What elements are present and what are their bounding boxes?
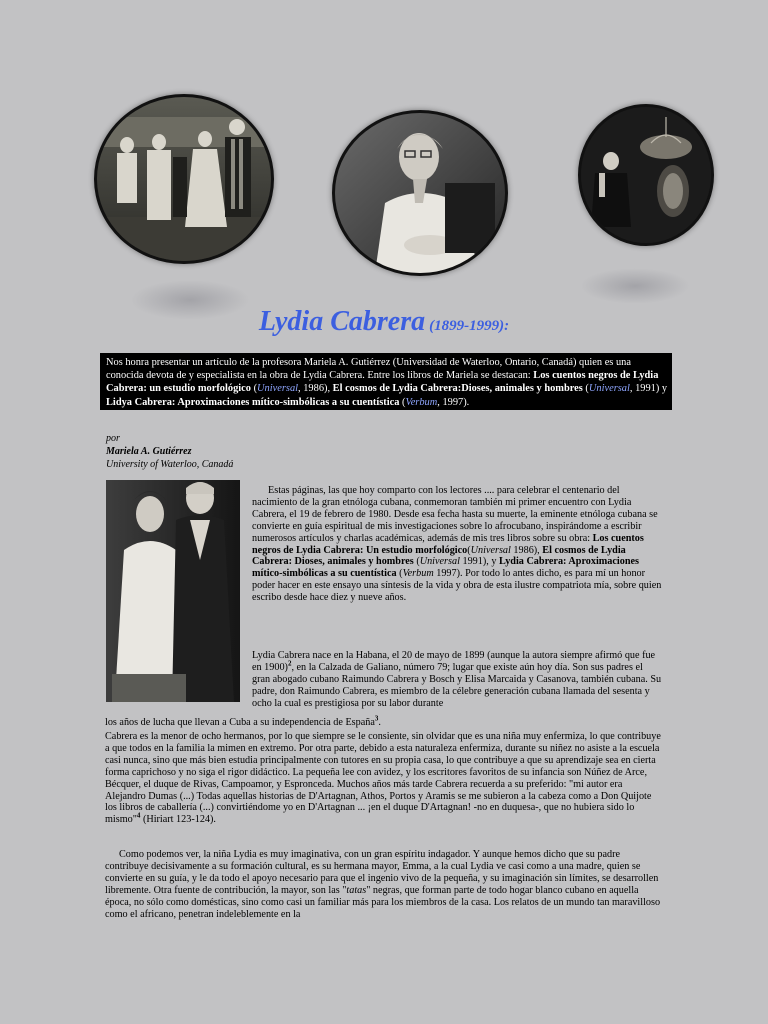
book-title: Los cuentos negros de Lydia Cabrera: Un estudio morfológico	[252, 532, 644, 556]
photo-shadow	[580, 268, 690, 304]
paragraph-4	[105, 849, 665, 920]
text-run: .	[378, 717, 381, 728]
couple-photo	[106, 480, 240, 702]
title-name: Lydia Cabrera	[258, 306, 426, 337]
footnote-ref[interactable]: 3	[374, 714, 379, 723]
text-run: (	[413, 556, 420, 568]
book-title: Lydia Cabrera: Aproximaciones mítico-simbólicas a su cuentística	[252, 556, 639, 580]
intro-text: (	[250, 383, 258, 395]
text-run: los años de lucha que llevan a Cuba a su independencia de España	[105, 717, 375, 728]
text-run: 1986),	[510, 544, 543, 556]
intro-book-title: Los cuentos negros de Lydia Cabrera: un estudio morfológico	[106, 370, 659, 395]
portrait-lydia-cabrera-photo	[332, 110, 508, 276]
page-title	[0, 306, 768, 338]
intro-text: , 1986),	[298, 383, 333, 395]
byline-affiliation: University of Waterloo, Canadá	[106, 459, 234, 470]
byline-por: por	[106, 433, 120, 444]
intro-book-title: Lidya Cabrera: Aproximaciones mítico-simbólicas a su cuentística	[106, 396, 400, 408]
intro-text: , 1991) y	[629, 383, 668, 395]
text-run: Lydia Cabrera nace en la Habana, el 20 de mayo de 1899 (aunque la autora siempre afirmó que fue en 1900)	[252, 650, 656, 673]
byline	[106, 432, 233, 471]
text-run: Cabrera es la menor de ocho hermanos, por lo que siempre se le consiente, sin olvidar que es una niña muy enfermiza, lo que contribuye a que todos en la familia la mimen en extremo. Por otra parte, debido a esta naturaleza enfermiza, durante su niñez no asiste a la escuela casi nunca, sino que más bien estudia principalmente con tutores en su propia casa, lo que contribuye a que su aprendizaje sea en cierta forma caprichoso y no siga el rigor didáctico. La pequeña lee con avidez, y los escritores favoritos de su infancia son Núñez de Arce, Bécquer, el duque de Rivas, Campoamor, y Espronceda. Muchos años más tarde Cabrera recuerda a su preferido: "mi autor era Alejandro Dumas (...) Todas aquellas historias de D'Artagnan, Athos, Portos y Aramis se me subieron a la cabeza como a Don Quijote los libros de caballería (...) convirtiéndome yo en D'Artagnan ... ¡en el duque D'Artagnan! -no en duquesa-, que no hubiera sido lo mismo"	[105, 731, 661, 826]
paragraph-3	[105, 731, 665, 826]
publisher: Universal	[470, 544, 511, 556]
intro-publisher: Verbum	[405, 396, 438, 408]
intro-box	[100, 353, 672, 410]
intro-publisher: Universal	[257, 383, 299, 395]
group-photo	[94, 94, 274, 264]
emphasis: tatas	[346, 884, 367, 896]
title-years: (1899-1999):	[429, 318, 510, 334]
text-run: " negras, que forman parte de todo hogar blanco cubano en aquella época, no sólo como domésticas, sino como casi un familiar más para los miembros de la casa. Los relatos de un mundo tan maravilloso como el africano, penetran indeleblemente en la	[105, 884, 661, 920]
publisher: Verbum	[402, 568, 434, 580]
text-run: , en la Calzada de Galiano, número 79; lugar que existe aún hoy día. Son sus padres el gran abogado cubano Raimundo Cabrera y Bosch y Elisa Marcaida y Casanova, también cubana. Su padre, don Raimundo Cabrera, es miembro de la célebre generación cubana llamada del sesenta y ocho la cual es prestigiosa por su labor durante	[252, 661, 662, 709]
text-run: Como podemos ver, la niña Lydia es muy imaginativa, con un gran espíritu indagador. Y aunque hemos dicho que su padre contribuye decisivamente a su formación cultural, es su hermana mayor, Emma, a la cual Lydia ve casi como a una madre, quien se convierte en su guía, y le da todo el apoyo necesario para que el ingenio vivo de la pequeña, y su imaginación sin límites, se desarrollen libremente. Otra fuente de contribución, la mayor, son las "	[105, 849, 659, 896]
book-title: El cosmos de Lydia Cabrera: Dioses, animales y hombres	[252, 544, 626, 568]
intro-text: , 1997).	[437, 396, 470, 408]
intro-text: (	[582, 383, 589, 395]
intro-publisher: Universal	[588, 383, 630, 395]
footnote-ref[interactable]: 4	[136, 811, 141, 820]
text-run: (Hiriart 123-124).	[140, 814, 216, 826]
intro-text: (	[399, 396, 406, 408]
paragraph-2-continued	[105, 714, 665, 729]
publisher: Universal	[419, 556, 460, 568]
intro-book-title: El cosmos de Lydia Cabrera:Dioses, animales y hombres	[332, 383, 583, 395]
text-run: (	[396, 568, 403, 580]
paragraph-2	[252, 650, 662, 710]
text-run: 1997). Por todo lo antes dicho, es para mí un honor poder hacer en este ensayo una síntesis de la vida y obra de esta ilustre compatriota mía, sobre quien escribo desde hace diez y nueve años.	[252, 568, 662, 604]
text-run: 1991), y	[459, 556, 499, 568]
text-run: (	[467, 544, 471, 556]
footnote-ref[interactable]: 2	[287, 659, 292, 668]
interior-photo	[578, 104, 714, 246]
byline-author: Mariela A. Gutiérrez	[106, 446, 192, 457]
intro-text: Nos honra presentar un artículo de la profesora Mariela A. Gutiérrez (Universidad de Waterloo, Ontario, Canadá) quien es una conocida devota de y especialista en la obra de Lydia Cabrera. Entre los libros de Mariela se destacan:	[106, 357, 631, 382]
text-run: Estas páginas, las que hoy comparto con los lectores .... para celebrar el centenario del nacimiento de la gran etnóloga cubana, conmemoran también mi primer encuentro con Lydia Cabrera, el 19 de febrero de 1980. Desde esa fecha hasta su muerte, la eminente etnóloga cubana se convierte en guía espiritual de mis investigaciones sobre lo afrocubano, inspirándome a escribir numerosos artículos y charlas académicas, además de mis tres libros sobre su obra:	[252, 485, 658, 544]
paragraph-1	[252, 485, 662, 604]
